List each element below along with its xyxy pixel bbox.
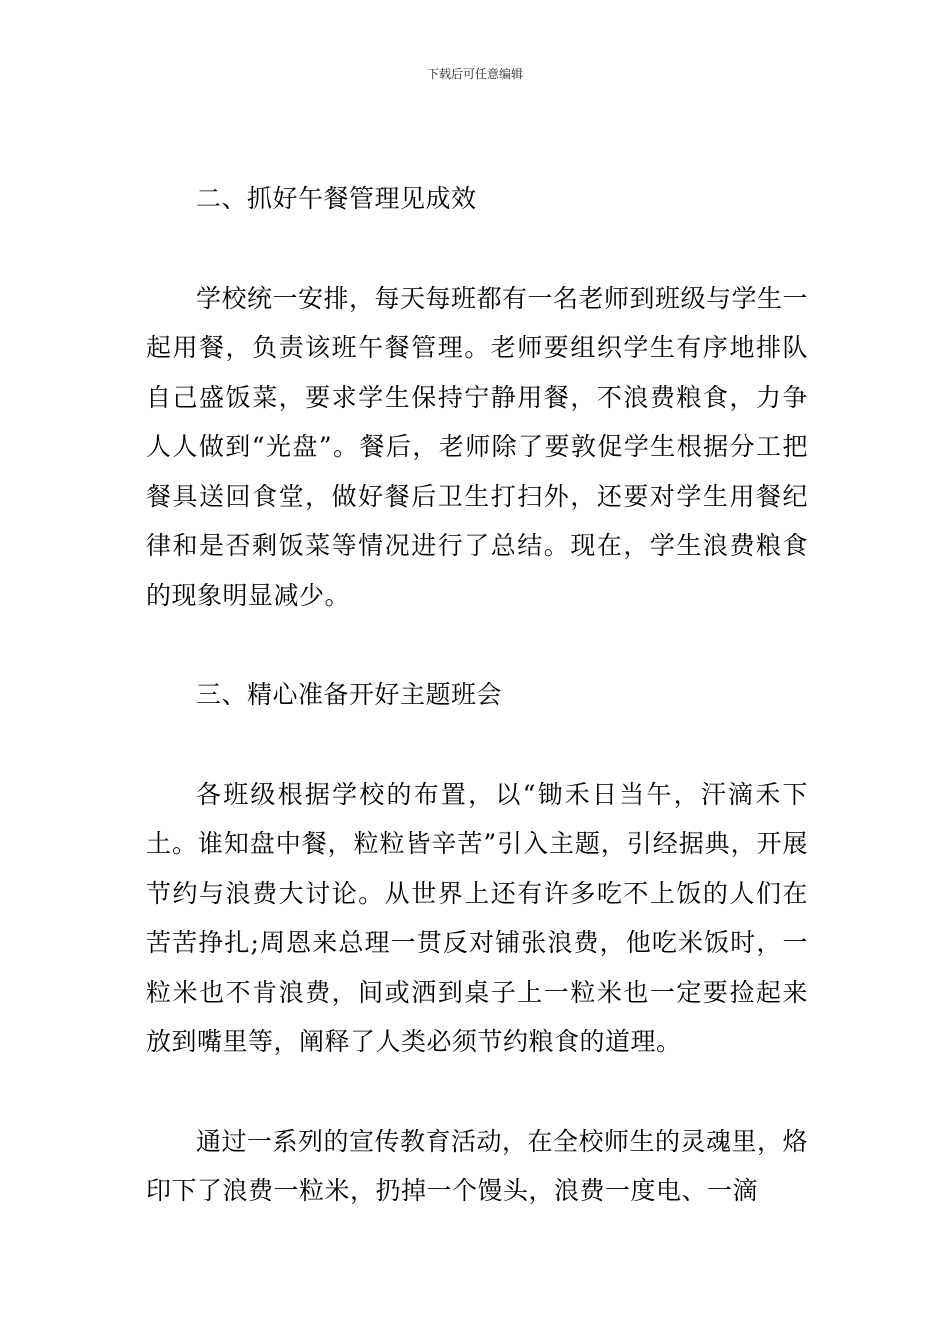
section-heading-lunch: 二、抓好午餐管理见成效 [196, 184, 477, 213]
header-note: 下载后可任意编辑 [426, 67, 523, 81]
paragraph-lunch-management: 学校统一安排，每天每班都有一名老师到班级与学生一起用餐，负责该班午餐管理。老师要组织学生有序地排队自己盛饭菜，要求学生保持宁静用餐，不浪费粮食，力争人人做到“光盘”。餐后，老师除了要敦促学生根据分工把餐具送回食堂，做好餐后卫生打扫外，还要对学生用餐纪律和是否剩饭菜等情况进行了总结。现在，学生浪费粮食的现象明显减少。 [146, 283, 809, 610]
section-heading-class-meeting: 三、精心准备开好主题班会 [196, 680, 503, 709]
document-body [146, 174, 808, 1266]
paragraph-closing: 通过一系列的宣传教育活动，在全校师生的灵魂里，烙印下了浪费一粒米，扔掉一个馒头，浪费一度电、一滴 [146, 1126, 809, 1205]
paragraph-class-meeting: 各班级根据学校的布置，以“锄禾日当午，汗滴禾下土。谁知盘中餐，粒粒皆辛苦”引入主题，引经据典，开展节约与浪费大讨论。从世界上还有许多吃不上饭的人们在苦苦挣扎;周恩来总理一贯反对铺张浪费，他吃米饭时，一粒米也不肯浪费，间或洒到桌子上一粒米也一定要捡起来放到嘴里等，阐释了人类必须节约粮食的道理。 [146, 779, 808, 1056]
